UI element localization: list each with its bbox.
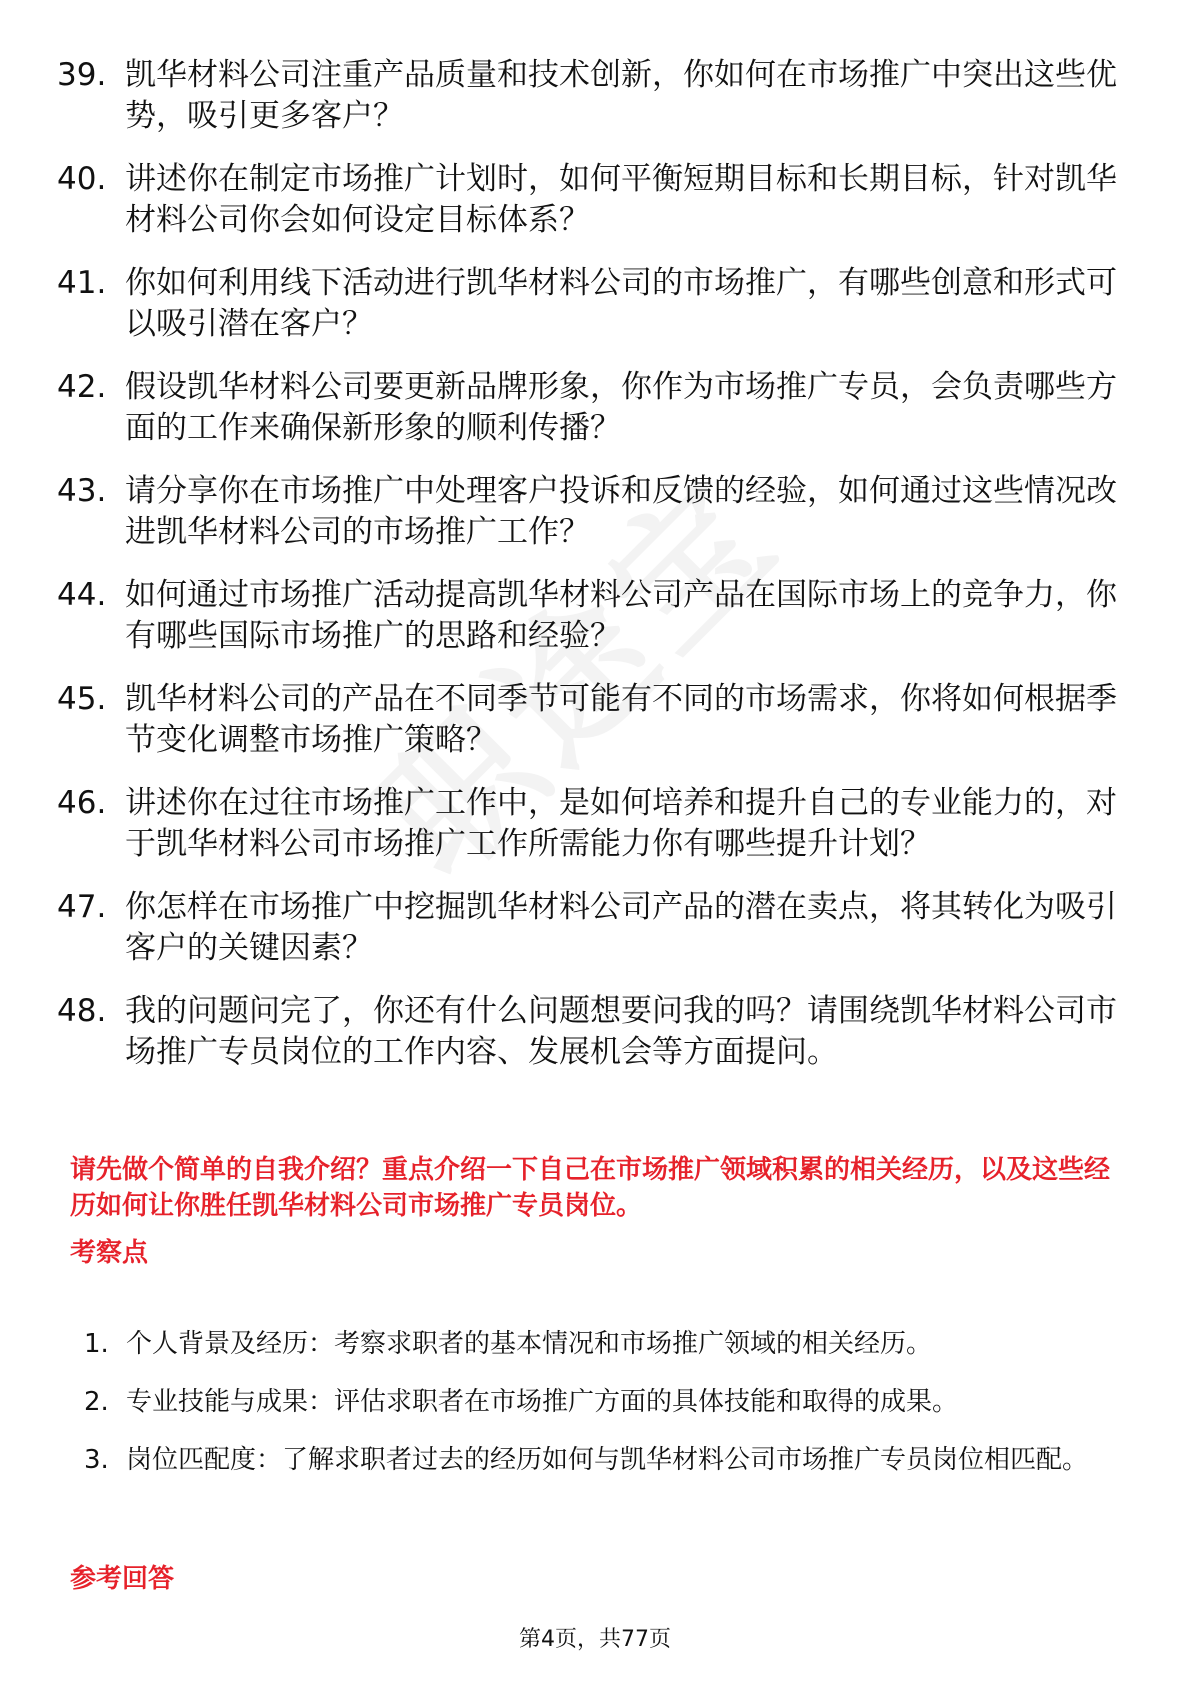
question-text: 请分享你在市场推广中处理客户投诉和反馈的经验，如何通过这些情况改进凯华材料公司的市场推广工作？ [125,473,1117,550]
question-number: 46. [57,785,107,821]
point-number: 3. [84,1445,109,1475]
question-number: 48. [57,993,107,1029]
points-list [84,1318,1124,1492]
question-text: 你怎样在市场推广中挖掘凯华材料公司产品的潜在卖点，将其转化为吸引客户的关键因素？ [125,889,1117,966]
question-text: 凯华材料公司注重产品质量和技术创新，你如何在市场推广中突出这些优势，吸引更多客户？ [125,57,1117,134]
question-text: 凯华材料公司的产品在不同季节可能有不同的市场需求，你将如何根据季节变化调整市场推广策略？ [125,681,1117,758]
question-text: 你如何利用线下活动进行凯华材料公司的市场推广，有哪些创意和形式可以吸引潜在客户？ [125,265,1117,342]
question-number: 45. [57,681,107,717]
list-item [57,367,1117,449]
list-item [57,783,1117,865]
question-number: 44. [57,577,107,613]
question-text: 如何通过市场推广活动提高凯华材料公司产品在国际市场上的竞争力，你有哪些国际市场推广的思路和经验？ [125,577,1117,654]
list-item [57,887,1117,969]
list-item [57,679,1117,761]
question-number: 43. [57,473,107,509]
section-title-answer: 参考回答 [70,1564,175,1594]
point-number: 1. [84,1329,109,1359]
question-text: 假设凯华材料公司要更新品牌形象，你作为市场推广专员，会负责哪些方面的工作来确保新形象的顺利传播？ [125,369,1117,446]
question-number: 42. [57,369,107,405]
list-item [57,991,1117,1073]
list-item [57,263,1117,345]
list-item [57,471,1117,553]
list-item [57,159,1117,241]
question-number: 40. [57,161,107,197]
list-item [57,575,1117,657]
question-number: 39. [57,57,107,93]
question-text: 我的问题问完了，你还有什么问题想要问我的吗？请围绕凯华材料公司市场推广专员岗位的工作内容、发展机会等方面提问。 [125,993,1117,1070]
section-title-kaocha: 考察点 [70,1238,149,1268]
list-item [84,1434,1124,1486]
question-text: 讲述你在制定市场推广计划时，如何平衡短期目标和长期目标，针对凯华材料公司你会如何设定目标体系？ [125,161,1117,238]
list-item [84,1318,1124,1370]
page-footer: 第4页，共77页 [519,1627,671,1652]
point-number: 2. [84,1387,109,1417]
question-number: 41. [57,265,107,301]
question-list [57,55,1117,1095]
list-item [57,55,1117,137]
point-text: 个人背景及经历：考察求职者的基本情况和市场推广领域的相关经历。 [126,1329,933,1359]
question-number: 47. [57,889,107,925]
highlight-question: 请先做个简单的自我介绍？重点介绍一下自己在市场推广领域积累的相关经历，以及这些经历如何让你胜任凯华材料公司市场推广专员岗位。 [70,1155,1111,1221]
point-text: 岗位匹配度：了解求职者过去的经历如何与凯华材料公司市场推广专员岗位相匹配。 [126,1445,1089,1475]
question-text: 讲述你在过往市场推广工作中，是如何培养和提升自己的专业能力的，对于凯华材料公司市场推广工作所需能力你有哪些提升计划？ [125,785,1117,862]
list-item [84,1376,1124,1428]
point-text: 专业技能与成果：评估求职者在市场推广方面的具体技能和取得的成果。 [126,1387,959,1417]
